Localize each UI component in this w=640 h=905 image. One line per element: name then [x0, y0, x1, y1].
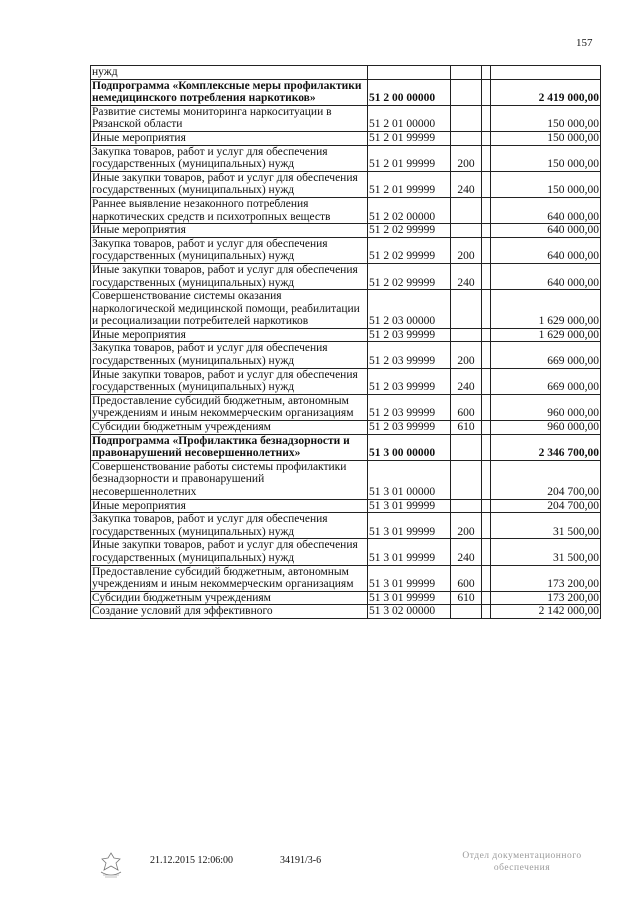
- cell-name: Иные мероприятия: [91, 224, 368, 238]
- cell-sum: 173 200,00: [491, 565, 601, 591]
- cell-name: Иные закупки товаров, работ и услуг для обеспечения государственных (муниципальных) нужд: [91, 171, 368, 197]
- cell-name: Субсидии бюджетным учреждениям: [91, 421, 368, 435]
- cell-vr: [451, 105, 482, 131]
- cell-code: 51 3 01 99999: [368, 513, 451, 539]
- cell-sum: [491, 66, 601, 80]
- cell-name: Подпрограмма «Профилактика безнадзорности и правонарушений несовершеннолетних»: [91, 434, 368, 460]
- cell-sum: 1 629 000,00: [491, 290, 601, 329]
- cell-sum: 31 500,00: [491, 539, 601, 565]
- cell-code: 51 2 03 99999: [368, 342, 451, 368]
- cell-code: 51 2 01 99999: [368, 171, 451, 197]
- cell-gap: [482, 328, 491, 342]
- footer-date: 21.12.2015 12:06:00: [150, 855, 234, 866]
- cell-code: 51 2 01 00000: [368, 105, 451, 131]
- cell-code: 51 2 02 00000: [368, 197, 451, 223]
- cell-code: 51 2 03 99999: [368, 421, 451, 435]
- cell-name: Иные мероприятия: [91, 328, 368, 342]
- cell-code: [368, 66, 451, 80]
- cell-code: 51 2 03 99999: [368, 394, 451, 420]
- cell-code: 51 2 01 99999: [368, 131, 451, 145]
- cell-name: Иные мероприятия: [91, 131, 368, 145]
- table-row: [91, 224, 601, 238]
- cell-code: 51 3 01 99999: [368, 499, 451, 513]
- cell-gap: [482, 565, 491, 591]
- table-row: [91, 328, 601, 342]
- cell-vr: [451, 328, 482, 342]
- cell-vr: 240: [451, 171, 482, 197]
- cell-sum: 150 000,00: [491, 171, 601, 197]
- cell-vr: 610: [451, 421, 482, 435]
- cell-gap: [482, 342, 491, 368]
- table-row: [91, 105, 601, 131]
- cell-gap: [482, 421, 491, 435]
- cell-sum: 204 700,00: [491, 499, 601, 513]
- cell-gap: [482, 79, 491, 105]
- cell-sum: 173 200,00: [491, 591, 601, 605]
- table-row: [91, 197, 601, 223]
- cell-vr: [451, 605, 482, 619]
- table-row: [91, 79, 601, 105]
- table-row: [91, 290, 601, 329]
- cell-sum: 150 000,00: [491, 105, 601, 131]
- cell-vr: [451, 460, 482, 499]
- table-row: [91, 513, 601, 539]
- table-row: [91, 237, 601, 263]
- table-row: [91, 171, 601, 197]
- cell-name: Совершенствование системы оказания наркологической медицинской помощи, реабилитации и ресоциализации потребителей наркотиков: [91, 290, 368, 329]
- table-row: [91, 263, 601, 289]
- cell-vr: 600: [451, 394, 482, 420]
- cell-gap: [482, 197, 491, 223]
- table-row: [91, 66, 601, 80]
- cell-gap: [482, 66, 491, 80]
- table-row: [91, 434, 601, 460]
- budget-table-body: [91, 66, 601, 619]
- cell-gap: [482, 513, 491, 539]
- table-row: [91, 591, 601, 605]
- cell-sum: 150 000,00: [491, 131, 601, 145]
- cell-code: 51 3 01 99999: [368, 591, 451, 605]
- cell-code: 51 2 02 99999: [368, 263, 451, 289]
- cell-vr: [451, 434, 482, 460]
- cell-gap: [482, 145, 491, 171]
- cell-sum: 960 000,00: [491, 394, 601, 420]
- cell-gap: [482, 237, 491, 263]
- footer-doc-number: 34191/3-6: [280, 855, 322, 866]
- cell-vr: 240: [451, 263, 482, 289]
- page-number: 157: [576, 37, 593, 49]
- cell-sum: 640 000,00: [491, 237, 601, 263]
- cell-gap: [482, 605, 491, 619]
- cell-name: Развитие системы мониторинга наркоситуации в Рязанской области: [91, 105, 368, 131]
- table-row: [91, 539, 601, 565]
- cell-sum: 640 000,00: [491, 197, 601, 223]
- table-row: [91, 145, 601, 171]
- cell-gap: [482, 105, 491, 131]
- cell-vr: [451, 131, 482, 145]
- cell-name: Субсидии бюджетным учреждениям: [91, 591, 368, 605]
- cell-sum: 150 000,00: [491, 145, 601, 171]
- cell-gap: [482, 499, 491, 513]
- cell-name: Создание условий для эффективного: [91, 605, 368, 619]
- cell-gap: [482, 434, 491, 460]
- cell-vr: [451, 197, 482, 223]
- cell-code: 51 3 01 99999: [368, 539, 451, 565]
- table-row: [91, 368, 601, 394]
- cell-sum: 669 000,00: [491, 342, 601, 368]
- table-row: [91, 342, 601, 368]
- table-row: [91, 421, 601, 435]
- cell-vr: [451, 499, 482, 513]
- cell-vr: 200: [451, 237, 482, 263]
- cell-code: 51 2 02 99999: [368, 224, 451, 238]
- cell-vr: 200: [451, 513, 482, 539]
- cell-name: Совершенствование работы системы профилактики безнадзорности и правонарушений несовершеннолетних: [91, 460, 368, 499]
- table-row: [91, 131, 601, 145]
- table-row: [91, 499, 601, 513]
- cell-gap: [482, 131, 491, 145]
- cell-code: 51 3 02 00000: [368, 605, 451, 619]
- department-stamp: [442, 850, 602, 874]
- cell-gap: [482, 460, 491, 499]
- cell-sum: 2 346 700,00: [491, 434, 601, 460]
- cell-code: 51 3 00 00000: [368, 434, 451, 460]
- cell-name: Закупка товаров, работ и услуг для обеспечения государственных (муниципальных) нужд: [91, 145, 368, 171]
- stamp-line-1: Отдел документационного: [462, 851, 582, 861]
- cell-sum: 669 000,00: [491, 368, 601, 394]
- cell-code: 51 2 03 99999: [368, 368, 451, 394]
- cell-sum: 960 000,00: [491, 421, 601, 435]
- budget-table: [90, 65, 601, 619]
- cell-name: нужд: [91, 66, 368, 80]
- cell-name: Иные закупки товаров, работ и услуг для обеспечения государственных (муниципальных) нужд: [91, 368, 368, 394]
- cell-code: 51 3 01 99999: [368, 565, 451, 591]
- cell-sum: 2 419 000,00: [491, 79, 601, 105]
- cell-name: Иные мероприятия: [91, 499, 368, 513]
- cell-code: 51 2 03 00000: [368, 290, 451, 329]
- cell-vr: [451, 66, 482, 80]
- cell-code: 51 3 01 00000: [368, 460, 451, 499]
- table-row: [91, 605, 601, 619]
- cell-name: Предоставление субсидий бюджетным, автономным учреждениям и иным некоммерческим организациям: [91, 394, 368, 420]
- table-row: [91, 565, 601, 591]
- coat-of-arms-icon: [96, 850, 126, 880]
- cell-vr: 610: [451, 591, 482, 605]
- cell-sum: 640 000,00: [491, 263, 601, 289]
- cell-name: Закупка товаров, работ и услуг для обеспечения государственных (муниципальных) нужд: [91, 513, 368, 539]
- cell-name: Закупка товаров, работ и услуг для обеспечения государственных (муниципальных) нужд: [91, 237, 368, 263]
- cell-code: 51 2 01 99999: [368, 145, 451, 171]
- cell-name: Закупка товаров, работ и услуг для обеспечения государственных (муниципальных) нужд: [91, 342, 368, 368]
- cell-code: 51 2 02 99999: [368, 237, 451, 263]
- cell-sum: 204 700,00: [491, 460, 601, 499]
- cell-code: 51 2 03 99999: [368, 328, 451, 342]
- cell-vr: 200: [451, 342, 482, 368]
- cell-name: Подпрограмма «Комплексные меры профилактики немедицинского потребления наркотиков»: [91, 79, 368, 105]
- cell-gap: [482, 394, 491, 420]
- cell-name: Раннее выявление незаконного потребления наркотических средств и психотропных веществ: [91, 197, 368, 223]
- cell-vr: [451, 290, 482, 329]
- cell-name: Предоставление субсидий бюджетным, автономным учреждениям и иным некоммерческим организациям: [91, 565, 368, 591]
- cell-sum: 31 500,00: [491, 513, 601, 539]
- cell-code: 51 2 00 00000: [368, 79, 451, 105]
- cell-vr: 200: [451, 145, 482, 171]
- table-row: [91, 460, 601, 499]
- stamp-line-2: обеспечения: [493, 863, 551, 873]
- cell-name: Иные закупки товаров, работ и услуг для обеспечения государственных (муниципальных) нужд: [91, 263, 368, 289]
- cell-vr: [451, 224, 482, 238]
- cell-sum: 640 000,00: [491, 224, 601, 238]
- cell-gap: [482, 539, 491, 565]
- cell-name: Иные закупки товаров, работ и услуг для обеспечения государственных (муниципальных) нужд: [91, 539, 368, 565]
- cell-gap: [482, 290, 491, 329]
- cell-gap: [482, 224, 491, 238]
- table-row: [91, 394, 601, 420]
- cell-sum: 2 142 000,00: [491, 605, 601, 619]
- cell-gap: [482, 591, 491, 605]
- cell-vr: [451, 79, 482, 105]
- cell-vr: 600: [451, 565, 482, 591]
- cell-gap: [482, 263, 491, 289]
- cell-gap: [482, 368, 491, 394]
- cell-vr: 240: [451, 539, 482, 565]
- cell-gap: [482, 171, 491, 197]
- cell-sum: 1 629 000,00: [491, 328, 601, 342]
- cell-vr: 240: [451, 368, 482, 394]
